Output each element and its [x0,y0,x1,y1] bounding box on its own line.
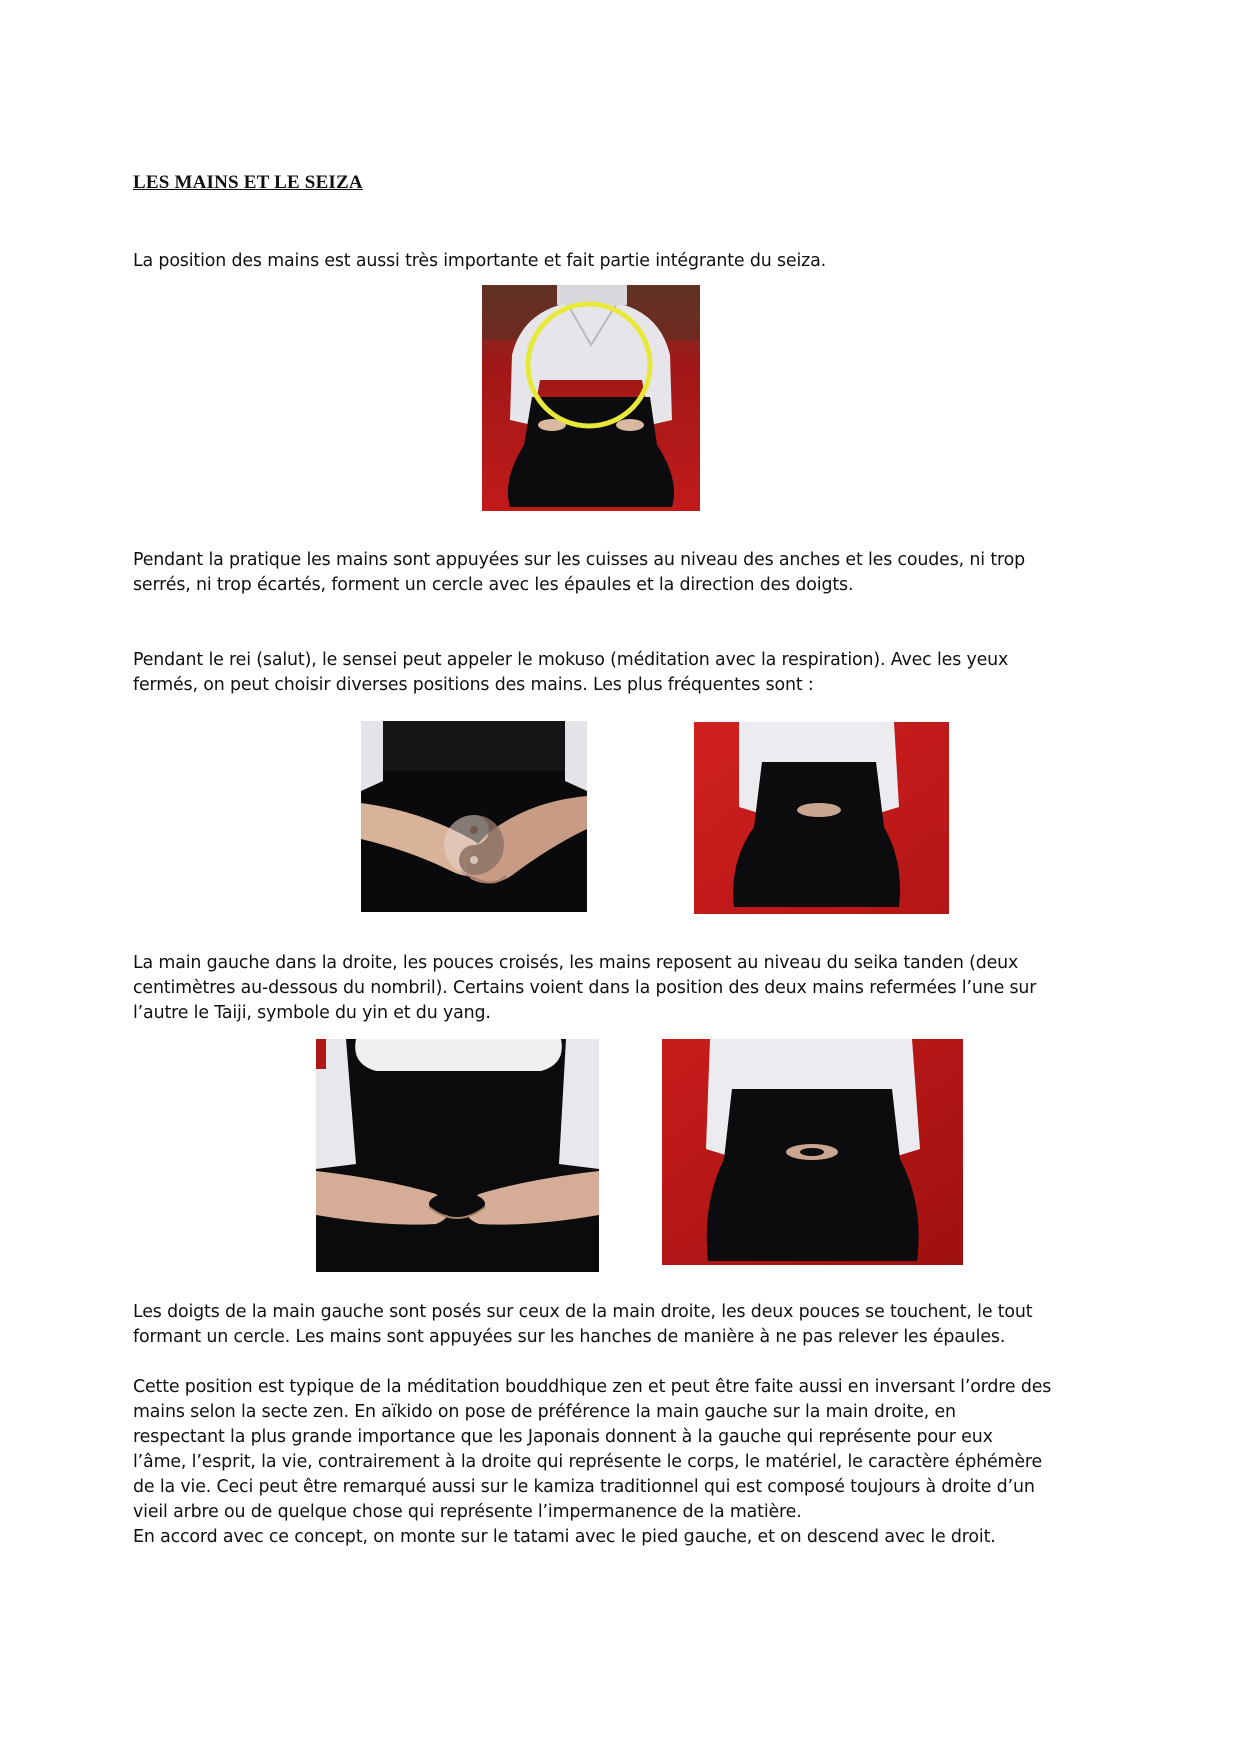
paragraph-left-in-right [133,951,1113,1026]
text-line: Les doigts de la main gauche sont posés sur ceux de la main droite, les deux pouces se touchent, le tout [133,1302,1033,1322]
photo-hands-circle-closeup [316,1039,599,1272]
text-line: l’âme, l’esprit, la vie, contrairement à la droite qui représente le corps, le matériel, le caractère éphémère [133,1452,1043,1472]
text-line: respectant la plus grande importance que les Japonais donnent à la gauche qui représente pour eux [133,1427,993,1447]
text-line: serrés, ni trop écartés, forment un cercle avec les épaules et la direction des doigts. [133,575,854,595]
text-line: La main gauche dans la droite, les pouces croisés, les mains reposent au niveau du seika tanden (deux [133,953,1019,973]
text-line: En accord avec ce concept, on monte sur le tatami avec le pied gauche, et on descend avec le droit. [133,1527,996,1547]
page-title: LES MAINS ET LE SEIZA [133,172,363,193]
text-line: centimètres au-dessous du nombril). Certains voient dans la position des deux mains refermées l’une sur [133,978,1037,998]
text-line: l’autre le Taiji, symbole du yin et du yang. [133,1003,491,1023]
paragraph-rei [133,648,1113,698]
photo-seiza-circle-hands [662,1039,963,1265]
text-line: mains selon la secte zen. En aïkido on pose de préférence la main gauche sur la main droite, en [133,1402,956,1422]
text-line: de la vie. Ceci peut être remarqué aussi sur le kamiza traditionnel qui est composé toujours à droite d’un [133,1477,1035,1497]
text-line: Pendant le rei (salut), le sensei peut appeler le mokuso (méditation avec la respiration). Avec les yeux [133,650,1009,670]
text-line: Pendant la pratique les mains sont appuyées sur les cuisses au niveau des anches et les coudes, ni trop [133,550,1025,570]
text-line: formant un cercle. Les mains sont appuyées sur les hanches de manière à ne pas relever les épaules. [133,1327,1006,1347]
text-line: fermés, on peut choisir diverses positions des mains. Les plus fréquentes sont : [133,675,814,695]
text-line: vieil arbre ou de quelque chose qui représente l’impermanence de la matière. [133,1502,802,1522]
paragraph-fingers [133,1300,1113,1350]
text-line: La position des mains est aussi très importante et fait partie intégrante du seiza. [133,251,826,271]
text-line: Cette position est typique de la méditation bouddhique zen et peut être faite aussi en inversant l’ordre des [133,1377,1052,1397]
paragraph-intro [133,249,1113,274]
photo-hands-yin-yang [361,721,587,912]
paragraph-zen [133,1375,1113,1550]
paragraph-practice [133,548,1113,598]
photo-seiza-circle [482,285,700,511]
photo-seiza-hands-lap [694,722,949,914]
